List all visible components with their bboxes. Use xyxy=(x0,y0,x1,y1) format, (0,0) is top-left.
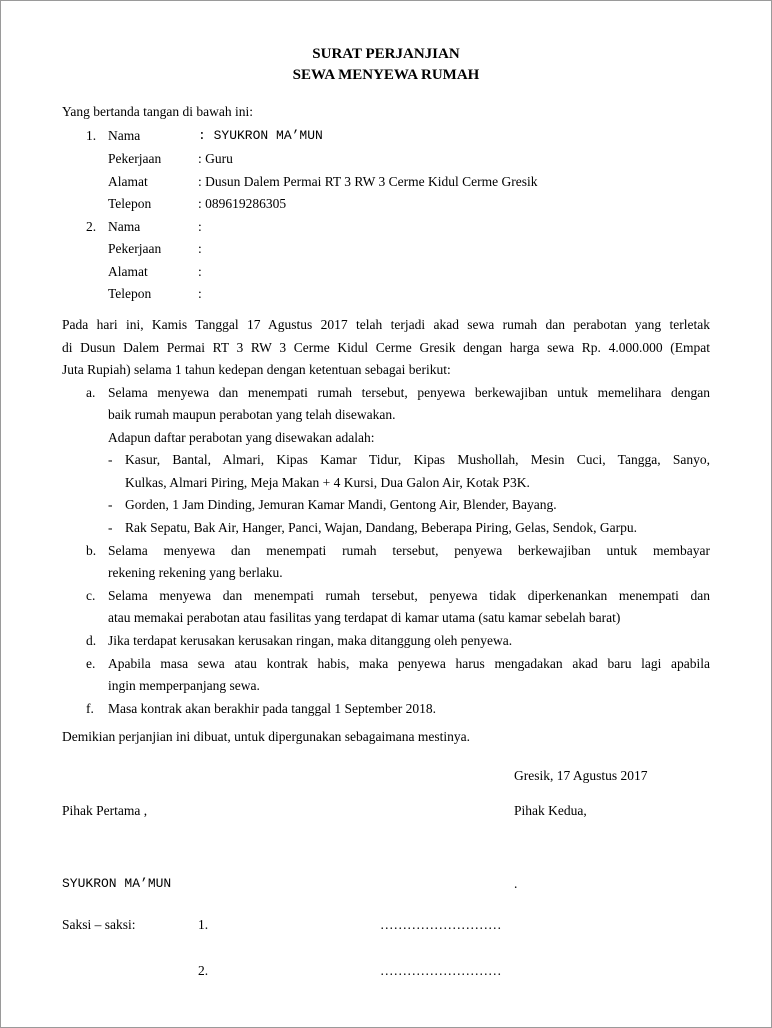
furniture-item-1-line-1: Kasur, Bantal, Almari, Kipas Kamar Tidur, Kipas Mushollah, Mesin Cuci, Tangga, Sanyo, xyxy=(125,452,710,467)
term-d-line-1: Jika terdapat kerusakan kerusakan ringan, maka ditanggung oleh penyewa. xyxy=(108,633,513,648)
party2-phone-value: : xyxy=(198,286,202,301)
term-d-marker: d. xyxy=(86,633,97,648)
agreement-line-2: di Dusun Dalem Permai RT 3 RW 3 Cerme Kidul Cerme Gresik dengan harga sewa Rp. 4.000.000 (Empat xyxy=(62,340,710,355)
agreement-line-3: Juta Rupiah) selama 1 tahun kedepan dengan ketentuan sebagai berikut: xyxy=(62,362,451,377)
witness-2-signature-line: ……………………… xyxy=(380,963,502,978)
term-c-line-2: atau memakai perabotan atau fasilitas yang terdapat di kamar utama (satu kamar sebelah barat) xyxy=(108,610,621,625)
title-line-1: SURAT PERJANJIAN xyxy=(312,46,460,62)
party2-address-label: Alamat xyxy=(108,264,148,279)
signature-first-label: Pihak Pertama , xyxy=(62,803,148,818)
furniture-item-3: Rak Sepatu, Bak Air, Hanger, Panci, Wajan, Dandang, Beberapa Piring, Gelas, Sendok, Garpu. xyxy=(125,520,637,535)
party2-name-value: : xyxy=(198,219,202,234)
term-b-marker: b. xyxy=(86,543,97,558)
party2-number: 2. xyxy=(86,219,97,234)
term-e-marker: e. xyxy=(86,656,96,671)
party2-phone-label: Telepon xyxy=(108,286,152,301)
term-a-line-3: Adapun daftar perabotan yang disewakan adalah: xyxy=(108,430,375,445)
party1-phone-value: : 089619286305 xyxy=(198,196,287,211)
party1-number: 1. xyxy=(86,128,97,143)
term-f-marker: f. xyxy=(86,701,94,716)
term-a-line-2: baik rumah maupun perabotan yang telah disewakan. xyxy=(108,407,396,422)
furniture-item-2: Gorden, 1 Jam Dinding, Jemuran Kamar Mandi, Gentong Air, Blender, Bayang. xyxy=(125,497,557,512)
party1-name-value: : SYUKRON MA’MUN xyxy=(198,128,323,143)
party1-name-label: Nama xyxy=(108,128,141,143)
agreement-line-1: Pada hari ini, Kamis Tanggal 17 Agustus 2017 telah terjadi akad sewa rumah dan perabotan yang terletak xyxy=(62,317,710,332)
witness-2-number: 2. xyxy=(198,963,209,978)
term-a-line-1: Selama menyewa dan menempati rumah tersebut, penyewa berkewajiban untuk memelihara dengan xyxy=(108,385,710,400)
party1-job-value: : Guru xyxy=(198,151,233,166)
party1-phone-label: Telepon xyxy=(108,196,152,211)
party1-address-label: Alamat xyxy=(108,174,148,189)
term-e-line-1: Apabila masa sewa atau kontrak habis, maka penyewa harus mengadakan akad baru lagi apabila xyxy=(108,656,710,671)
furniture-dash-3: - xyxy=(108,520,113,535)
witness-1-number: 1. xyxy=(198,917,209,932)
party2-job-value: : xyxy=(198,241,202,256)
signature-second-name: . xyxy=(514,876,518,891)
witnesses-label: Saksi – saksi: xyxy=(62,917,136,932)
furniture-dash-1: - xyxy=(108,452,113,467)
term-b-line-1: Selama menyewa dan menempati rumah tersebut, penyewa berkewajiban untuk membayar xyxy=(108,543,710,558)
term-c-line-1: Selama menyewa dan menempati rumah tersebut, penyewa tidak diperkenankan menempati dan xyxy=(108,588,710,603)
title-line-2: SEWA MENYEWA RUMAH xyxy=(292,67,480,83)
term-a-marker: a. xyxy=(86,385,96,400)
party2-job-label: Pekerjaan xyxy=(108,241,162,256)
witness-1-signature-line: ……………………… xyxy=(380,917,502,932)
intro-text: Yang bertanda tangan di bawah ini: xyxy=(62,104,253,119)
party1-address-value: : Dusun Dalem Permai RT 3 RW 3 Cerme Kidul Cerme Gresik xyxy=(198,174,538,189)
party2-address-value: : xyxy=(198,264,202,279)
term-b-line-2: rekening rekening yang berlaku. xyxy=(108,565,283,580)
term-c-marker: c. xyxy=(86,588,96,603)
signature-first-name: SYUKRON MA’MUN xyxy=(62,876,172,891)
term-f-line-1: Masa kontrak akan berakhir pada tanggal 1 September 2018. xyxy=(108,701,437,716)
furniture-dash-2: - xyxy=(108,497,113,512)
place-date: Gresik, 17 Agustus 2017 xyxy=(514,768,648,783)
party1-job-label: Pekerjaan xyxy=(108,151,162,166)
furniture-item-1-line-2: Kulkas, Almari Piring, Meja Makan + 4 Kursi, Dua Galon Air, Kotak P3K. xyxy=(125,475,530,490)
closing-text: Demikian perjanjian ini dibuat, untuk dipergunakan sebagaimana mestinya. xyxy=(62,729,471,744)
party2-name-label: Nama xyxy=(108,219,141,234)
term-e-line-2: ingin memperpanjang sewa. xyxy=(108,678,260,693)
signature-second-label: Pihak Kedua, xyxy=(514,803,587,818)
